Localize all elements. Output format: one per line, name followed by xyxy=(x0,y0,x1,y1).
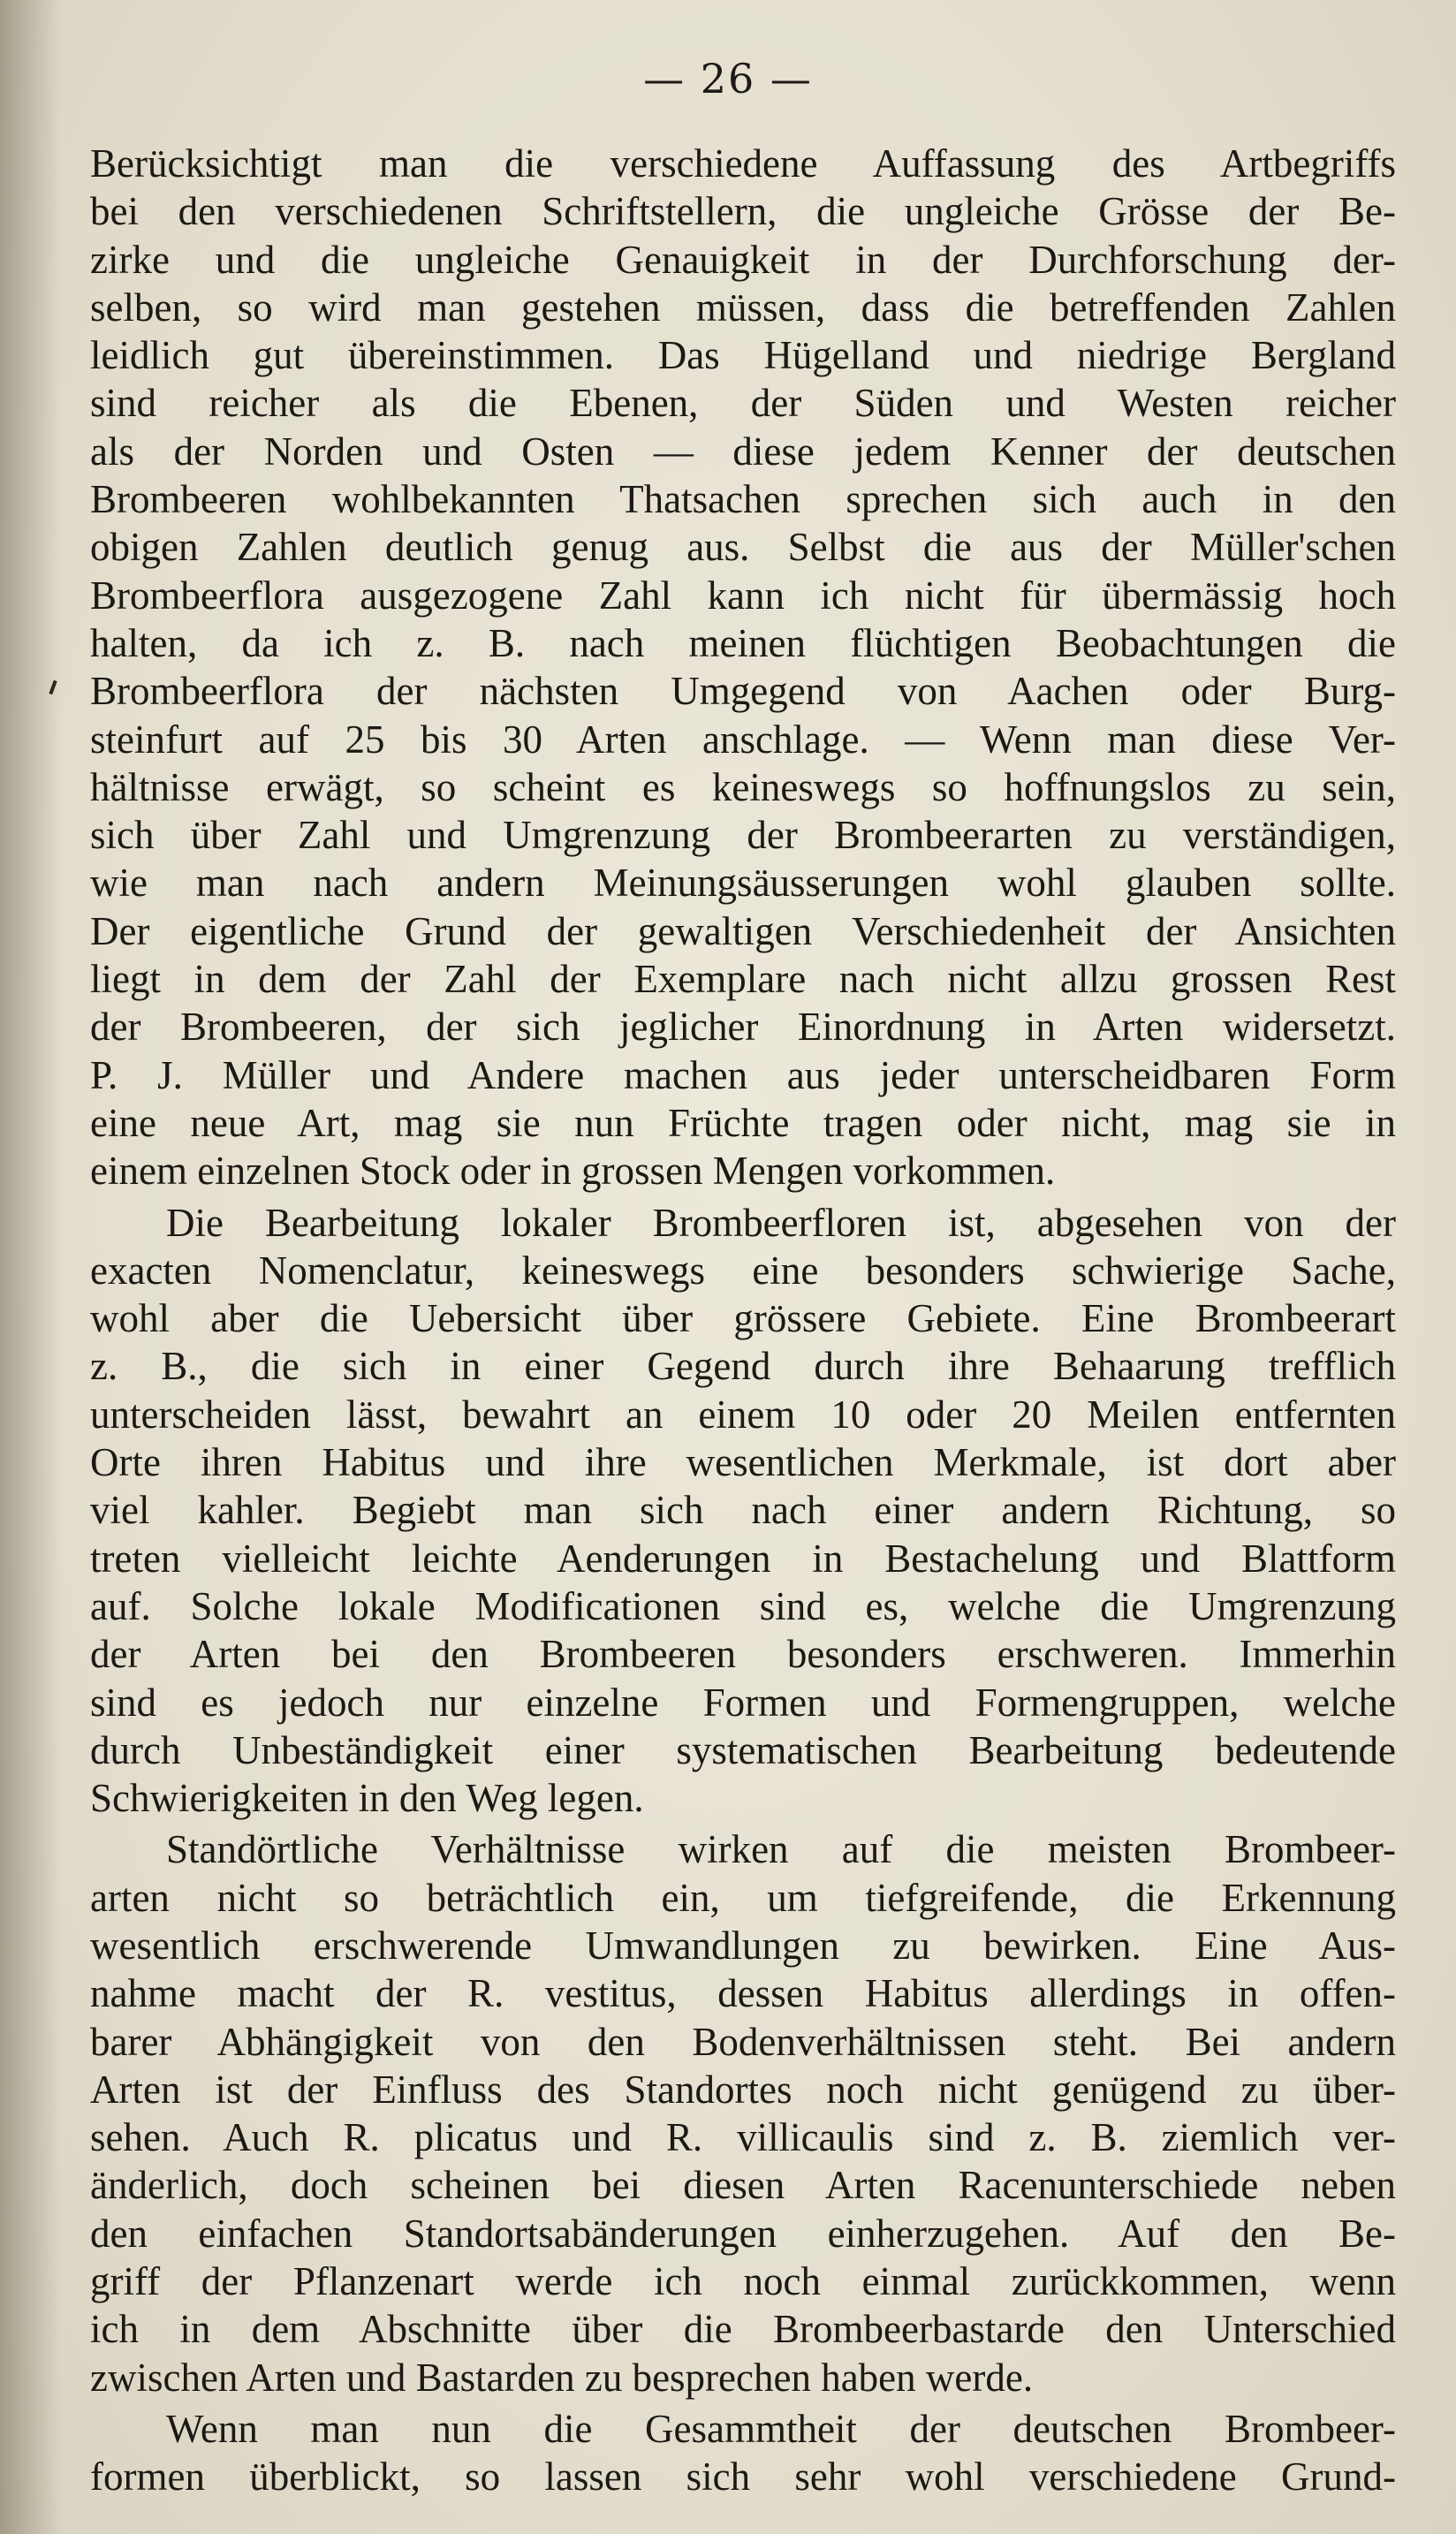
text-line: Standörtliche Verhältnisse wirken auf die meisten Brombeer- xyxy=(166,1827,1396,1872)
text-line: auf. Solche lokale Modificationen sind es, welche die Umgrenzung xyxy=(90,1583,1396,1628)
paragraph xyxy=(90,2405,1396,2501)
text-line: liegt in dem der Zahl der Exemplare nach nicht allzu grossen Rest xyxy=(90,957,1396,1002)
text-line: eine neue Art, mag sie nun Früchte tragen oder nicht, mag sie in xyxy=(90,1100,1396,1145)
text-line: Wenn man nun die Gesammtheit der deutschen Brombeer- xyxy=(166,2406,1396,2451)
text-line: sich über Zahl und Umgrenzung der Brombeerarten zu verständigen, xyxy=(90,813,1396,858)
text-line: unterscheiden lässt, bewahrt an einem 10 oder 20 Meilen entfernten xyxy=(90,1392,1396,1437)
text-line: griff der Pflanzenart werde ich noch einmal zurückkommen, wenn xyxy=(90,2259,1396,2304)
page-number: — 26 — xyxy=(643,55,813,102)
text-line: Brombeerflora ausgezogene Zahl kann ich nicht für übermässig hoch xyxy=(90,573,1396,618)
text-line: bei den verschiedenen Schriftstellern, die ungleiche Grösse der Be- xyxy=(90,189,1396,234)
text-line: sind es jedoch nur einzelne Formen und Formengruppen, welche xyxy=(90,1680,1396,1725)
text-line: zwischen Arten und Bastarden zu besprechen haben werde. xyxy=(90,2355,1034,2400)
text-line: durch Unbeständigkeit einer systematischen Bearbeitung bedeutende xyxy=(90,1727,1396,1772)
text-line: als der Norden und Osten — diese jedem Kenner der deutschen xyxy=(90,429,1396,474)
text-line: barer Abhängigkeit von den Bodenverhältnissen steht. Bei andern xyxy=(90,2019,1396,2064)
text-line: treten vielleicht leichte Aenderungen in Bestachelung und Blattform xyxy=(90,1536,1396,1581)
text-line: einem einzelnen Stock oder in grossen Mengen vorkommen. xyxy=(90,1149,1056,1194)
text-line: Schwierigkeiten in den Weg legen. xyxy=(90,1776,644,1821)
text-line: halten, da ich z. B. nach meinen flüchtigen Beobachtungen die xyxy=(90,620,1396,665)
text-line: Die Bearbeitung lokaler Brombeerfloren ist, abgesehen von der xyxy=(166,1200,1396,1245)
spine-shadow xyxy=(0,0,62,2534)
text-line: Brombeeren wohlbekannten Thatsachen sprechen sich auch in den xyxy=(90,477,1396,522)
text-line: änderlich, doch scheinen bei diesen Arten Racenunterschiede neben xyxy=(90,2163,1396,2208)
paragraph xyxy=(90,1825,1396,2401)
text-line: Brombeerflora der nächsten Umgegend von Aachen oder Burg- xyxy=(90,669,1396,714)
body-text xyxy=(90,140,1396,2501)
text-line: obigen Zahlen deutlich genug aus. Selbst die aus der Müller'schen xyxy=(90,525,1396,570)
text-line: arten nicht so beträchtlich ein, um tiefgreifende, die Erkennung xyxy=(90,1875,1396,1920)
text-line: wie man nach andern Meinungsäusserungen wohl glauben sollte. xyxy=(90,861,1396,906)
text-line: selben, so wird man gestehen müssen, dass die betreffenden Zahlen xyxy=(90,285,1396,330)
text-line: nahme macht der R. vestitus, dessen Habitus allerdings in offen- xyxy=(90,1971,1396,2016)
text-line: Arten ist der Einfluss des Standortes noch nicht genügend zu über- xyxy=(90,2067,1396,2112)
paragraph xyxy=(90,140,1396,1195)
text-line: den einfachen Standortsabänderungen einherzugehen. Auf den Be- xyxy=(90,2211,1396,2256)
text-line: viel kahler. Begiebt man sich nach einer andern Richtung, so xyxy=(90,1488,1396,1533)
text-line: Berücksichtigt man die verschiedene Auffassung des Artbegriffs xyxy=(90,141,1396,186)
text-line: P. J. Müller und Andere machen aus jeder unterscheidbaren Form xyxy=(90,1052,1396,1097)
text-line: der Brombeeren, der sich jeglicher Einordnung in Arten widersetzt. xyxy=(90,1005,1396,1050)
text-line: sind reicher als die Ebenen, der Süden und Westen reicher xyxy=(90,381,1396,426)
text-line: hältnisse erwägt, so scheint es keineswegs so hoffnungslos zu sein, xyxy=(90,764,1396,809)
text-line: leidlich gut übereinstimmen. Das Hügelland und niedrige Bergland xyxy=(90,333,1396,378)
text-line: formen überblickt, so lassen sich sehr wohl verschiedene Grund- xyxy=(90,2454,1396,2500)
text-line: der Arten bei den Brombeeren besonders erschweren. Immerhin xyxy=(90,1632,1396,1677)
text-line: sehen. Auch R. plicatus und R. villicaulis sind z. B. ziemlich ver- xyxy=(90,2115,1396,2160)
text-line: steinfurt auf 25 bis 30 Arten anschlage. — Wenn man diese Ver- xyxy=(90,717,1396,762)
text-line: wohl aber die Uebersicht über grössere Gebiete. Eine Brombeerart xyxy=(90,1296,1396,1341)
text-line: z. B., die sich in einer Gegend durch ihre Behaarung trefflich xyxy=(90,1344,1396,1389)
text-line: wesentlich erschwerende Umwandlungen zu bewirken. Eine Aus- xyxy=(90,1923,1396,1968)
paragraph xyxy=(90,1199,1396,1823)
text-line: Orte ihren Habitus und ihre wesentlichen Merkmale, ist dort aber xyxy=(90,1440,1396,1485)
text-line: Der eigentliche Grund der gewaltigen Verschiedenheit der Ansichten xyxy=(90,908,1396,953)
text-line: exacten Nomenclatur, keineswegs eine besonders schwierige Sache, xyxy=(90,1248,1396,1293)
text-line: ich in dem Abschnitte über die Brombeerbastarde den Unterschied xyxy=(90,2307,1396,2352)
text-line: zirke und die ungleiche Genauigkeit in der Durchforschung der- xyxy=(90,237,1396,282)
